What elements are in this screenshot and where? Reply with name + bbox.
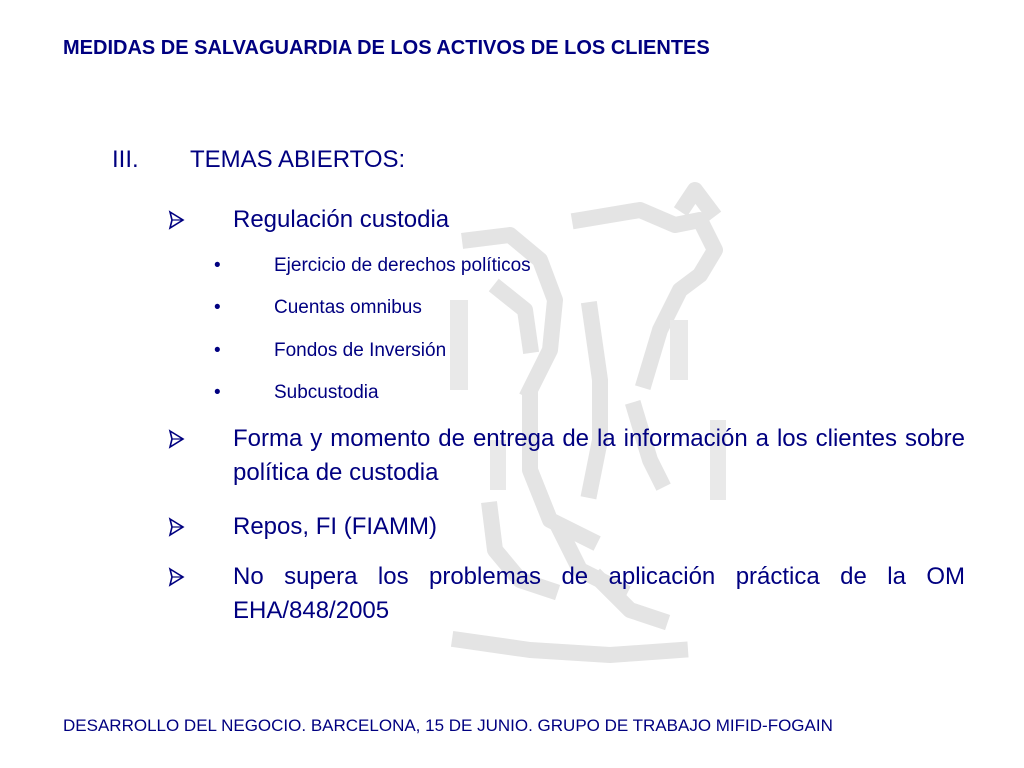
- list-item-text: Forma y momento de entrega de la información a los clientes sobre política de custodia: [233, 425, 965, 486]
- list-item-text: No supera los problemas de aplicación práctica de la OM EHA/848/2005: [233, 563, 965, 624]
- sub-list-item-text: Cuentas omnibus: [274, 297, 422, 318]
- sub-list-item-text: Fondos de Inversión: [274, 340, 447, 361]
- section-heading: [112, 146, 405, 174]
- dot-bullet-icon: •: [214, 255, 221, 276]
- arrowhead-bullet-icon: [165, 422, 189, 456]
- dot-bullet-icon: •: [214, 382, 221, 403]
- section-heading-text: TEMAS ABIERTOS:: [190, 146, 406, 173]
- slide-title: MEDIDAS DE SALVAGUARDIA DE LOS ACTIVOS DE LOS CLIENTES: [63, 37, 710, 59]
- dot-bullet-icon: •: [214, 297, 221, 318]
- arrowhead-bullet-icon: [165, 510, 189, 544]
- list-item-text: Regulación custodia: [233, 206, 450, 233]
- slide-footer: DESARROLLO DEL NEGOCIO. BARCELONA, 15 DE JUNIO. GRUPO DE TRABAJO MIFID-FOGAIN: [63, 716, 833, 735]
- sub-list-item-text: Ejercicio de derechos políticos: [274, 255, 531, 276]
- list-item-text: Repos, FI (FIAMM): [233, 513, 438, 540]
- arrowhead-bullet-icon: [165, 560, 189, 594]
- sub-list-item-text: Subcustodia: [274, 382, 379, 403]
- section-number: III.: [112, 146, 139, 173]
- dot-bullet-icon: •: [214, 340, 221, 361]
- arrowhead-bullet-icon: [165, 203, 189, 237]
